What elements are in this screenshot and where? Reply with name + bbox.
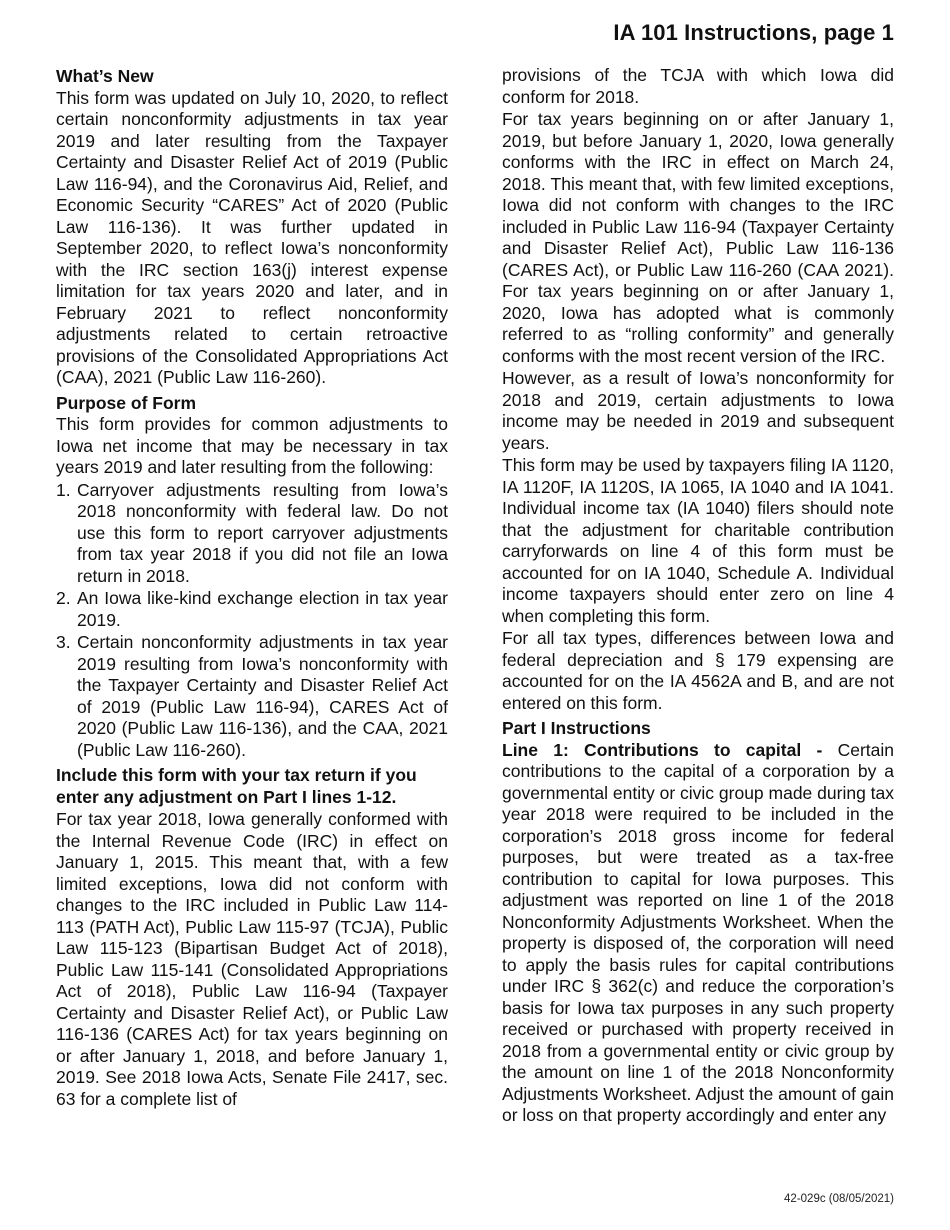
- whats-new-heading: What’s New: [56, 66, 154, 86]
- depreciation-paragraph: For all tax types, differences between Iowa and federal depreciation and § 179 expensing are accounted for on the IA 4562A and B, and are not entered on this form.: [502, 628, 894, 713]
- tax-year-2019-paragraph: For tax years beginning on or after January 1, 2019, but before January 1, 2020, Iowa generally conforms with the IRC in effect on March 24, 2018. This meant that, with few limited exceptions, Iowa did not conform with changes to the IRC included in Public Law 116-94 (Taxpayer Certainty and Disaster Relief Act), Public Law 116-136 (CARES Act), or Public Law 116-260 (CAA 2021). For tax years beginning on or after January 1, 2020, Iowa has adopted what is commonly referred to as “rolling conformity” and generally conforms with the most recent version of the IRC.: [502, 109, 894, 366]
- filers-paragraph: This form may be used by taxpayers filing IA 1120, IA 1120F, IA 1120S, IA 1065, IA 1040 and IA 1041. Individual income tax (IA 1040) filers should note that the adjustment for charitable contribution carryforwards on line 4 of this form must be accounted for on IA 1040, Schedule A. Individual income taxpayers should enter zero on line 4 when completing this form.: [502, 455, 894, 626]
- right-column: [502, 66, 894, 1128]
- list-item-text: Carryover adjustments resulting from Iowa’s 2018 nonconformity with federal law. Do not use this form to report carryover adjustments from tax year 2018 if you did not file an Iowa return in 2018.: [77, 479, 448, 586]
- purpose-heading: Purpose of Form: [56, 392, 197, 413]
- list-item-text: An Iowa like-kind exchange election in tax year 2019.: [77, 588, 448, 630]
- list-item: [56, 632, 448, 761]
- page-title: IA 101 Instructions, page 1: [613, 20, 894, 45]
- however-paragraph: However, as a result of Iowa’s nonconformity for 2018 and 2019, certain adjustments to Iowa income may be needed in 2019 and subsequent years.: [502, 368, 894, 453]
- purpose-list: [56, 480, 448, 762]
- line-1-paragraph: [502, 740, 894, 1127]
- list-item: [56, 588, 448, 631]
- list-item-number: 1.: [56, 479, 71, 500]
- line-1-label: Line 1: Contributions to capital -: [502, 739, 838, 760]
- left-column: [56, 66, 448, 1111]
- purpose-paragraph: This form provides for common adjustments to Iowa net income that may be necessary in tax years 2019 and later resulting from the following:: [56, 414, 448, 477]
- list-item-number: 3.: [56, 632, 71, 652]
- include-form-note: Include this form with your tax return if you enter any adjustment on Part I lines 1-12.: [56, 765, 417, 807]
- form-code: 42-029c (08/05/2021): [784, 1193, 894, 1205]
- continuation-paragraph: provisions of the TCJA with which Iowa did conform for 2018.: [502, 65, 894, 107]
- list-item-number: 2.: [56, 588, 71, 608]
- list-item: [56, 480, 448, 588]
- list-item-text: Certain nonconformity adjustments in tax year 2019 resulting from Iowa’s nonconformity with the Taxpayer Certainty and Disaster Relief Act of 2019 (Public Law 116-94), CARES Act of 2020 (Public Law 116-136), and the CAA, 2021 (Public Law 116-260).: [77, 632, 448, 760]
- part-one-heading: Part I Instructions: [502, 718, 651, 738]
- tax-year-2018-paragraph: For tax year 2018, Iowa generally conformed with the Internal Revenue Code (IRC) in effect on January 1, 2015. This meant that, with a few limited exceptions, Iowa did not conform with changes to the IRC included in Public Law 114-113 (PATH Act), Public Law 115-97 (TCJA), Public Law 115-123 (Bipartisan Budget Act of 2018), Public Law 115-141 (Consolidated Appropriations Act of 2018), Public Law 116-94 (Taxpayer Certainty and Disaster Relief Act), or Public Law 116-136 (CARES Act) for tax years beginning on or after January 1, 2018, and before January 1, 2019. See 2018 Iowa Acts, Senate File 2417, sec. 63 for a complete list of: [56, 809, 448, 1109]
- line-1-text: Certain contributions to the capital of a corporation by a governmental entity or civic group made during tax year 2018 were required to be included in the corporation’s 2018 gross income for federal purposes, but were treated as a tax-free contribution to capital for Iowa purposes. This adjustment was reported on line 1 of the 2018 Nonconformity Adjustments Worksheet. When the property is disposed of, the corporation will need to apply the basis rules for capital contributions under IRC § 362(c) and reduce the corporation’s basis for Iowa tax purposes in any such property received or purchased with property received in 2018 from a governmental entity or civic group by the amount on line 1 of the 2018 Nonconformity Adjustments Worksheet. Adjust the amount of gain or loss on that property accordingly and enter any: [502, 739, 895, 1125]
- whats-new-paragraph: This form was updated on July 10, 2020, to reflect certain nonconformity adjustments in tax year 2019 and later resulting from the Taxpayer Certainty and Disaster Relief Act of 2019 (Public Law 116-94), and the Coronavirus Aid, Relief, and Economic Security “CARES” Act of 2020 (Public Law 116-136). It was further updated in September 2020, to reflect Iowa’s nonconformity with the IRC section 163(j) interest expense limitation for tax years 2020 and later, and in February 2021 to reflect nonconformity adjustments related to certain retroactive provisions of the Consolidated Appropriations Act (CAA), 2021 (Public Law 116-260).: [56, 87, 448, 387]
